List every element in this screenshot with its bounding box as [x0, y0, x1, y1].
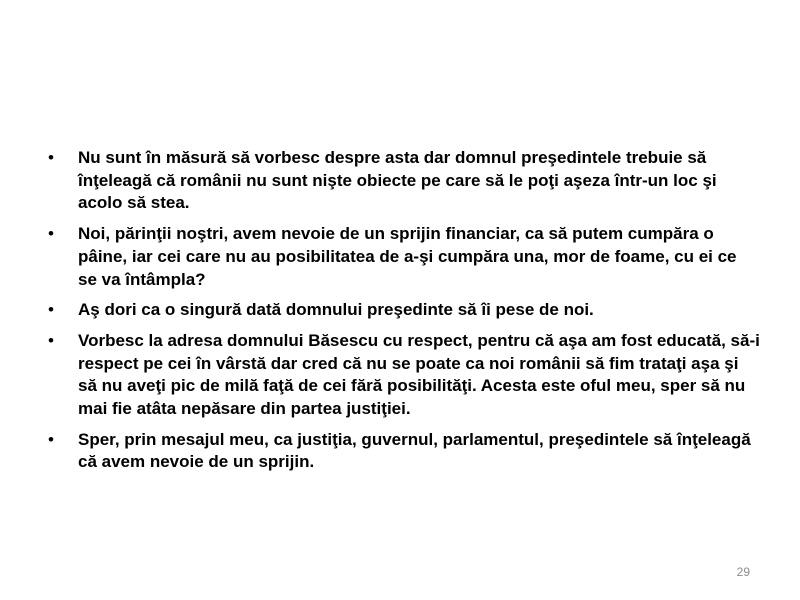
bullet-marker: • [48, 148, 54, 167]
bullet-item [48, 429, 760, 474]
bullet-marker: • [48, 330, 54, 350]
bullet-marker: • [48, 429, 54, 449]
bullet-item [48, 299, 760, 322]
page-number: 29 [736, 565, 750, 579]
bullet-marker: • [48, 224, 54, 244]
bullet-text: Sper, prin mesajul meu, ca justiţia, guvernul, parlamentul, preşedintele să înţeleagă că avem nevoie de un sprijin. [78, 429, 751, 472]
bullet-text: Nu sunt în măsură să vorbesc despre asta dar domnul preşedintele trebuie să înţeleagă că românii nu sunt nişte obiecte pe care să le poţi aşeza într-un loc şi acolo să stea. [78, 148, 717, 213]
bullet-item [48, 147, 760, 215]
bullet-list [48, 147, 760, 482]
bullet-marker: • [48, 300, 54, 320]
bullet-text: Aş dori ca o singură dată domnului preşedinte să îi pese de noi. [78, 300, 594, 320]
bullet-item [48, 223, 760, 291]
bullet-text: Noi, părinţii noştri, avem nevoie de un sprijin financiar, ca să putem cumpăra o pâine, iar cei care nu au posibilitatea de a-şi cumpăra una, mor de foame, cu ei ce se va întâmpla? [78, 224, 737, 289]
bullet-text: Vorbesc la adresa domnului Băsescu cu respect, pentru că aşa am fost educată, să-i respect pe cei în vârstă dar cred că nu se poate ca noi românii să fim trataţi aşa şi să nu aveţi pic de milă faţă de cei fără posibilităţi. Acesta este oful meu, sper să nu mai fie atâta nepăsare din partea justiţiei. [78, 330, 760, 419]
bullet-item [48, 330, 760, 421]
